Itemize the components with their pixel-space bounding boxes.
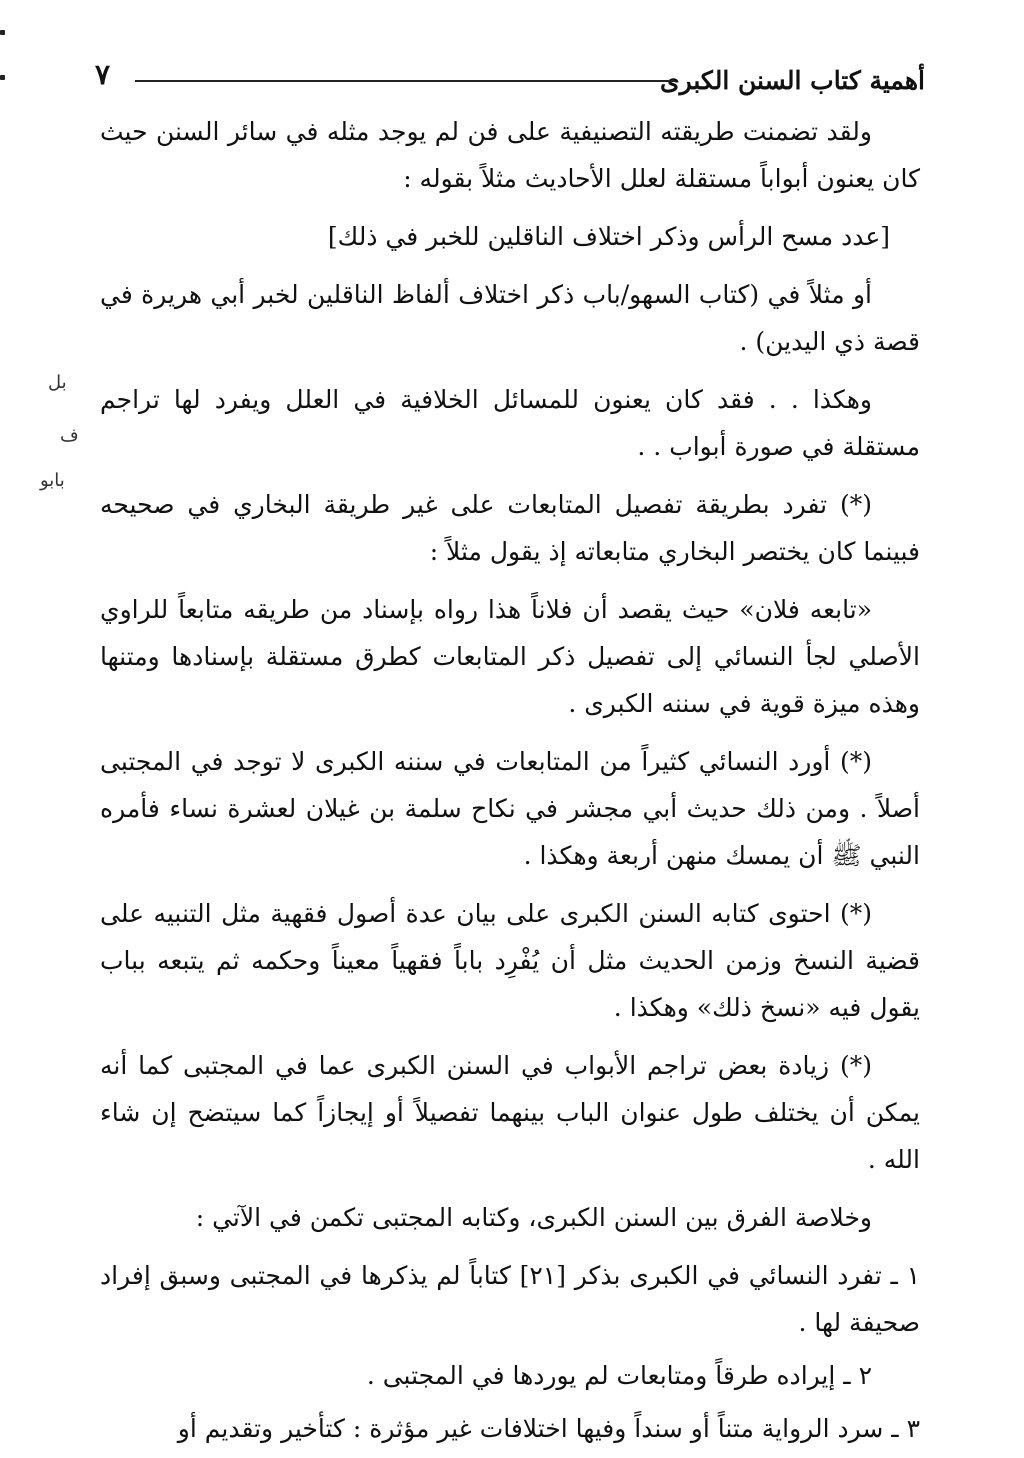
paragraph: وهكذا . . فقد كان يعنون للمسائل الخلافية في العلل ويفرد لها تراجم مستقلة في صورة أبواب . . [100,385,920,461]
paragraph: (*) تفرد بطريقة تفصيل المتابعات على غير طريقة البخاري في صحيحه فبينما كان يختصر البخاري متابعاته إذ يقول مثلاً : [100,490,920,566]
paragraph: (*) زيادة بعض تراجم الأبواب في السنن الكبرى عما في المجتبى كما أنه يمكن أن يختلف طول عنوان الباب بينهما تفصيلاً أو إيجازاً كما سيتضح إن شاء الله . [100,1051,920,1174]
paragraph: أو مثلاً في (كتاب السهو/باب ذكر اختلاف ألفاظ الناقلين لخبر أبي هريرة في قصة ذي اليدين) . [100,280,920,356]
paragraph: (*) أورد النسائي كثيراً من المتابعات في سننه الكبرى لا توجد في المجتبى أصلاً . ومن ذلك حديث أبي مجشر في نكاح سلمة بن غيلان لعشرة نساء فأمره النبي ﷺ أن يمسك منهن أربعة وهكذا . [100,747,920,870]
header-rule [135,80,675,82]
paragraph: (*) احتوى كتابه السنن الكبرى على بيان عدة أصول فقهية مثل التنبيه على قضية النسخ وزمن الحديث مثل أن يُفْرِد باباً فقهياً معيناً وحكمه ثم يتبعه بباب يقول فيه «نسخ ذلك» وهكذا . [100,899,920,1022]
margin-fragment: ف [60,425,79,446]
scan-edge-marks [0,30,8,150]
running-title: أهمية كتاب السنن الكبرى [660,66,925,95]
paragraph: وخلاصة الفرق بين السنن الكبرى، وكتابه المجتبى تكمن في الآتي : [195,1203,872,1232]
paragraph: «تابعه فلان» حيث يقصد أن فلاناً هذا رواه بإسناد من طريقه متابعاً للراوي الأصلي لجأ النسائي إلى تفصيل ذكر المتابعات كطرق مستقلة بإسنادها ومتنها وهذه ميزة قوية في سننه الكبرى . [100,595,920,718]
margin-fragment: بل [48,372,67,393]
page-number: ٧ [95,58,111,91]
margin-fragment: بابو [40,470,65,491]
quoted-heading: [عدد مسح الرأس وذكر اختلاف الناقلين للخبر في ذلك] [327,222,890,251]
paragraph: ولقد تضمنت طريقته التصنيفية على فن لم يوجد مثله في سائر السنن حيث كان يعنون أبواباً مستقلة لعلل الأحاديث مثلاً بقوله : [100,117,920,193]
body-text [100,108,920,1458]
list-item: ٢ ـ إيراده طرقاً ومتابعات لم يوردها في المجتبى . [366,1361,872,1390]
list-item: ١ ـ تفرد النسائي في الكبرى بذكر [٢١] كتاباً لم يذكرها في المجتبى وسبق إفراد صحيفة لها . [100,1261,920,1337]
page-header [95,58,925,108]
list-item: ٣ ـ سرد الرواية متناً أو سنداً وفيها اختلافات غير مؤثرة : كتأخير وتقديم أو [177,1414,920,1443]
